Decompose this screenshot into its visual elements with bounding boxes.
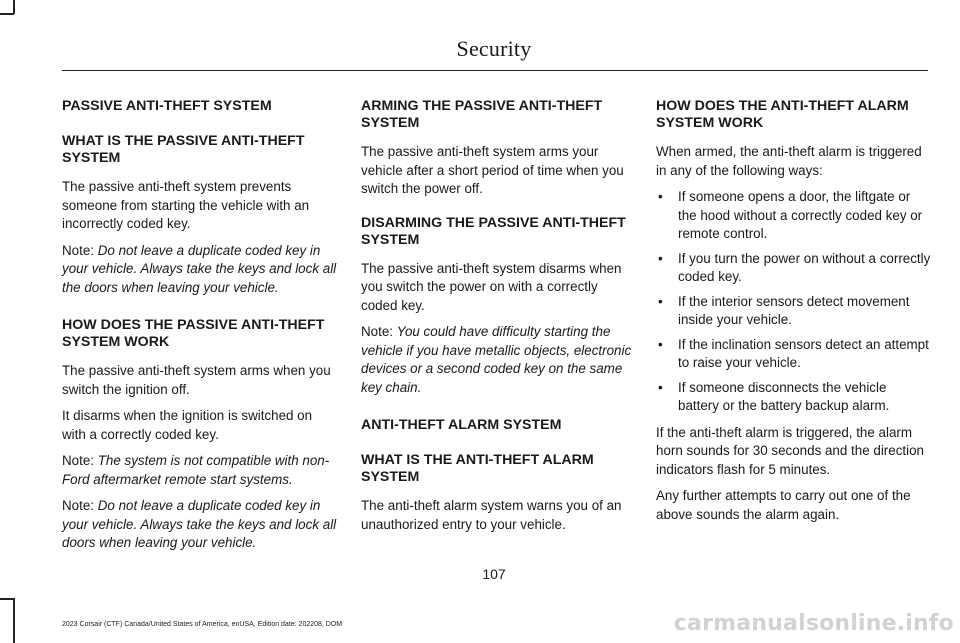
note: [62, 242, 337, 298]
edition-footer: 2023 Corsair (CTF) Canada/United States of America, enUSA, Edition date: 202208, DOM: [62, 621, 343, 628]
heading-how-passive-anti-theft-works: HOW DOES THE PASSIVE ANTI-THEFT SYSTEM WORK: [62, 317, 325, 350]
paragraph: If the anti-theft alarm is triggered, the alarm horn sounds for 30 seconds and the direction indicators flash for 5 minutes.: [656, 424, 924, 477]
list-item-text: If you turn the power on without a correctly coded key.: [678, 250, 931, 284]
list-item-text: If someone disconnects the vehicle battery or the battery backup alarm.: [678, 379, 890, 413]
heading-arming: ARMING THE PASSIVE ANTI-THEFT SYSTEM: [361, 98, 603, 131]
list-item: [656, 379, 931, 416]
heading-how-alarm-works: HOW DOES THE ANTI-THEFT ALARM SYSTEM WORK: [656, 98, 909, 131]
paragraph: The anti-theft alarm system warns you of an unauthorized entry to your vehicle.: [361, 498, 622, 532]
header-rule: [62, 70, 928, 71]
note: [361, 323, 636, 397]
list-item-text: If someone opens a door, the liftgate or the hood without a correctly coded key or remote control.: [678, 189, 923, 241]
crop-mark-bottom-left-horizontal: [0, 598, 14, 600]
list-item-text: If the interior sensors detect movement inside your vehicle.: [678, 293, 910, 327]
note-text: You could have difficulty starting the vehicle if you have metallic objects, electronic devices or a second coded key on the same key chain.: [361, 324, 632, 395]
crop-mark-top-left-vertical: [13, 0, 15, 14]
section-heading-anti-theft-alarm: ANTI-THEFT ALARM SYSTEM: [361, 417, 562, 433]
bullet: •: [658, 293, 663, 309]
bullet: •: [658, 189, 663, 204]
note: [62, 452, 337, 489]
paragraph: The passive anti-theft system arms when you switch the ignition off.: [62, 363, 331, 397]
column-middle: [361, 98, 636, 542]
note: [62, 497, 337, 553]
list-item: [656, 293, 931, 330]
note-label: Note:: [62, 498, 95, 513]
column-right: [656, 98, 931, 532]
bullet: •: [658, 336, 663, 352]
trigger-list: [656, 188, 931, 416]
page-number: 107: [482, 566, 506, 582]
paragraph: The passive anti-theft system arms your vehicle after a short period of time when you switch the power off.: [361, 144, 624, 196]
paragraph: The passive anti-theft system prevents someone from starting the vehicle with an incorrectly coded key.: [62, 179, 310, 231]
watermark: carmanualsonline.info: [673, 611, 954, 636]
paragraph: When armed, the anti-theft alarm is triggered in any of the following ways:: [656, 144, 922, 178]
note-label: Note:: [361, 324, 394, 339]
crop-mark-bottom-left-vertical: [13, 598, 15, 643]
bullet: •: [658, 250, 663, 266]
list-item: [656, 336, 931, 373]
note-text: Do not leave a duplicate coded key in your vehicle. Always take the keys and lock all doors when leaving your vehicle.: [62, 498, 337, 550]
note-label: Note:: [62, 242, 95, 258]
heading-what-is-passive-anti-theft: WHAT IS THE PASSIVE ANTI-THEFT SYSTEM: [62, 133, 305, 166]
list-item: [656, 250, 931, 287]
note-label: Note:: [62, 453, 95, 468]
section-heading-passive-anti-theft: PASSIVE ANTI-THEFT SYSTEM: [62, 98, 272, 114]
crop-mark-top-left-horizontal: [0, 13, 14, 15]
list-item: [656, 188, 931, 244]
page-title: Security: [456, 36, 532, 61]
note-text: Do not leave a duplicate coded key in your vehicle. Always take the keys and lock all the doors when leaving your vehicle.: [62, 242, 337, 295]
paragraph: The passive anti-theft system disarms when you switch the power on with a correctly coded key.: [361, 260, 622, 313]
column-left: [62, 98, 337, 561]
heading-disarming: DISARMING THE PASSIVE ANTI-THEFT SYSTEM: [361, 214, 626, 248]
bullet: •: [658, 379, 663, 395]
note-text: The system is not compatible with non-Ford aftermarket remote start systems.: [62, 453, 330, 487]
list-item-text: If the inclination sensors detect an attempt to raise your vehicle.: [678, 336, 929, 370]
paragraph: It disarms when the ignition is switched on with a correctly coded key.: [62, 408, 313, 442]
heading-what-is-alarm: WHAT IS THE ANTI-THEFT ALARM SYSTEM: [361, 452, 594, 485]
paragraph: Any further attempts to carry out one of the above sounds the alarm again.: [656, 488, 911, 522]
